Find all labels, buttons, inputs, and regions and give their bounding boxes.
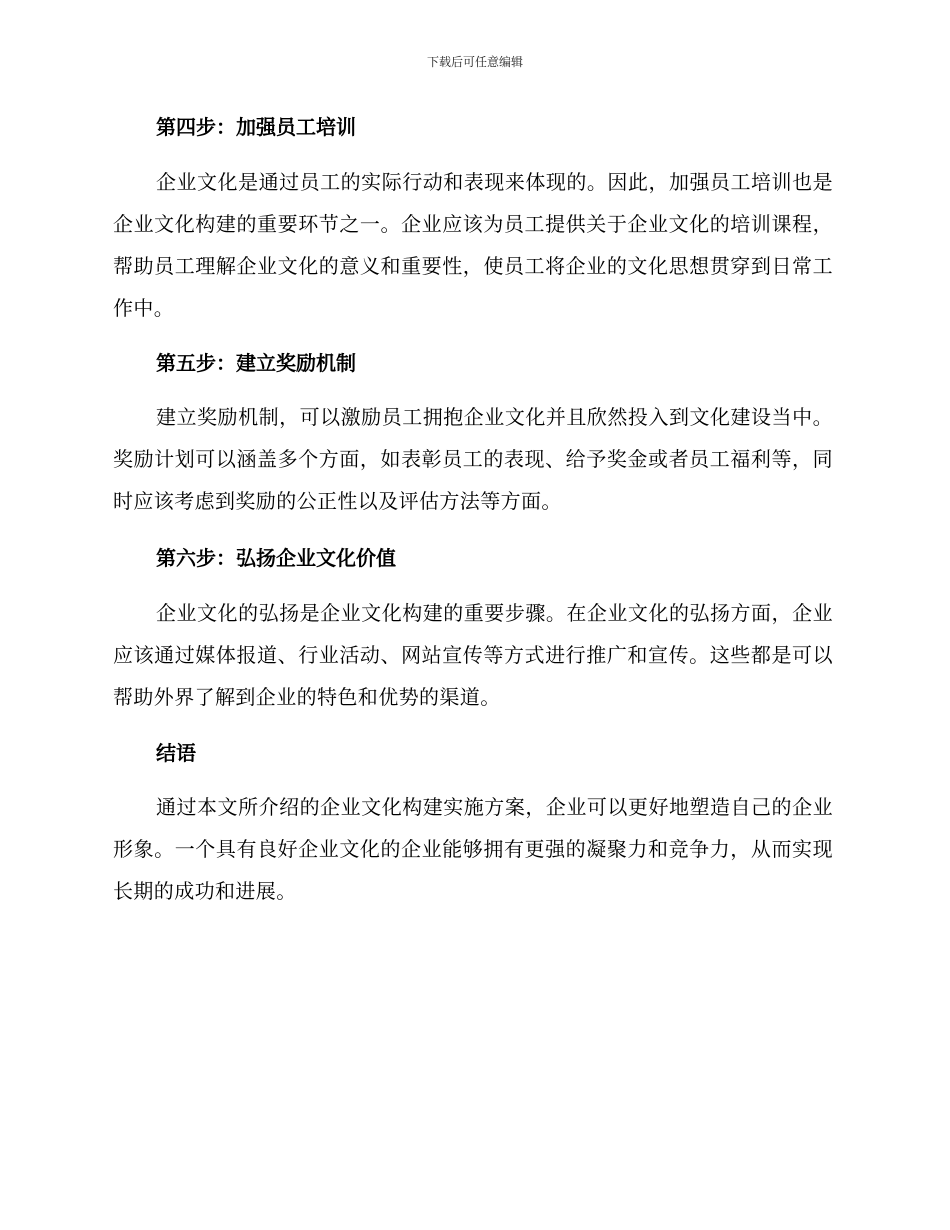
section-paragraph-step-five: 建立奖励机制，可以激励员工拥抱企业文化并且欣然投入到文化建设当中。奖励计划可以涵盖多个方面，如表彰员工的表现、给予奖金或者员工福利等，同时应该考虑到奖励的公正性以及评估方法等方面。 xyxy=(113,405,833,513)
section-paragraph-step-four: 企业文化是通过员工的实际行动和表现来体现的。因此，加强员工培训也是企业文化构建的重要环节之一。企业应该为员工提供关于企业文化的培训课程，帮助员工理解企业文化的意义和重要性，使员工将企业的文化思想贯穿到日常工作中。 xyxy=(113,170,833,320)
section-heading-step-five: 第五步：建立奖励机制 xyxy=(156,351,356,375)
section-heading-step-six: 第六步：弘扬企业文化价值 xyxy=(156,546,396,570)
page-header: 下载后可任意编辑 xyxy=(426,55,523,69)
section-paragraph-step-six: 企业文化的弘扬是企业文化构建的重要步骤。在企业文化的弘扬方面，企业应该通过媒体报道、行业活动、网站宣传等方式进行推广和宣传。这些都是可以帮助外界了解到企业的特色和优势的渠道。 xyxy=(113,601,833,709)
section-heading-step-four: 第四步：加强员工培训 xyxy=(156,115,356,139)
section-paragraph-conclusion: 通过本文所介绍的企业文化构建实施方案，企业可以更好地塑造自己的企业形象。一个具有良好企业文化的企业能够拥有更强的凝聚力和竞争力，从而实现长期的成功和进展。 xyxy=(113,795,833,903)
section-heading-conclusion: 结语 xyxy=(156,741,196,765)
